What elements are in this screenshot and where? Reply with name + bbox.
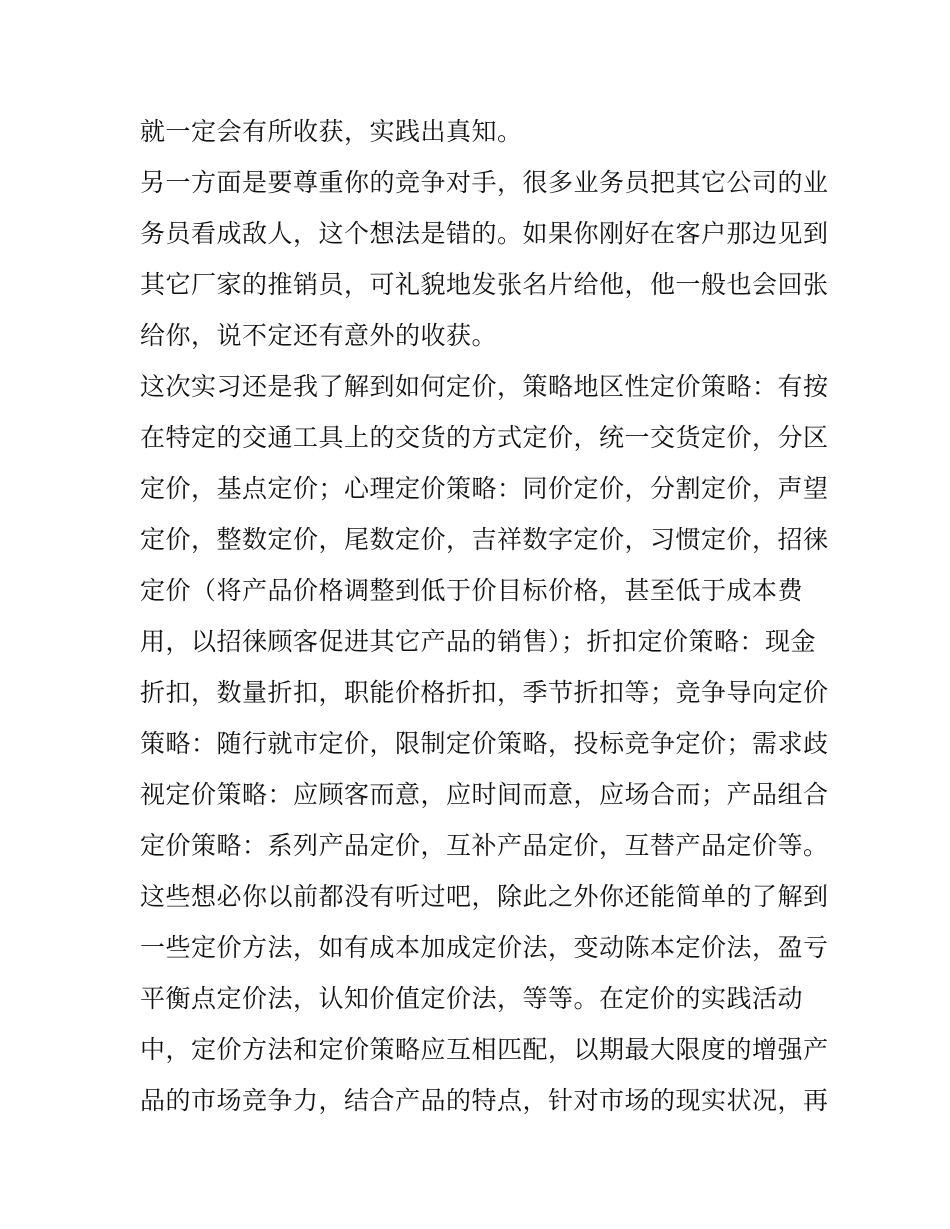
document-body (140, 106, 829, 1126)
text-line: 另一方面是要尊重你的竞争对手，很多业务员把其它公司的业 (140, 168, 829, 197)
text-line: 就一定会有所收获，实践出真知。 (140, 117, 523, 146)
text-line: 在特定的交通工具上的交货的方式定价，统一交货定价，分区 (140, 423, 829, 452)
text-line: 品的市场竞争力，结合产品的特点，针对市场的现实状况，再 (140, 1086, 829, 1115)
text-line: 折扣，数量折扣，职能价格折扣，季节折扣等；竞争导向定价 (140, 678, 829, 707)
text-line: 定价，整数定价，尾数定价，吉祥数字定价，习惯定价，招徕 (140, 525, 829, 554)
text-line: 定价，基点定价；心理定价策略：同价定价，分割定价，声望 (140, 474, 829, 503)
text-line: 一些定价方法，如有成本加成定价法，变动陈本定价法，盈亏 (140, 933, 829, 962)
text-line: 其它厂家的推销员，可礼貌地发张名片给他，他一般也会回张 (140, 270, 829, 299)
text-line: 平衡点定价法，认知价值定价法，等等。在定价的实践活动 (140, 984, 804, 1013)
text-line: 用，以招徕顾客促进其它产品的销售）；折扣定价策略：现金 (140, 627, 817, 656)
text-line: 中，定价方法和定价策略应互相匹配，以期最大限度的增强产 (140, 1035, 829, 1064)
text-line: 视定价策略：应顾客而意，应时间而意，应场合而；产品组合 (140, 780, 829, 809)
text-line: 务员看成敌人，这个想法是错的。如果你刚好在客户那边见到 (140, 219, 829, 248)
text-line: 这次实习还是我了解到如何定价，策略地区性定价策略：有按 (140, 372, 829, 401)
text-line: 给你，说不定还有意外的收获。 (140, 321, 498, 350)
text-line: 策略：随行就市定价，限制定价策略，投标竞争定价；需求歧 (140, 729, 829, 758)
text-line: 定价策略：系列产品定价，互补产品定价，互替产品定价等。 (140, 831, 829, 860)
text-line: 定价（将产品价格调整到低于价目标价格，甚至低于成本费 (140, 576, 804, 605)
text-line: 这些想必你以前都没有听过吧，除此之外你还能简单的了解到 (140, 882, 829, 911)
